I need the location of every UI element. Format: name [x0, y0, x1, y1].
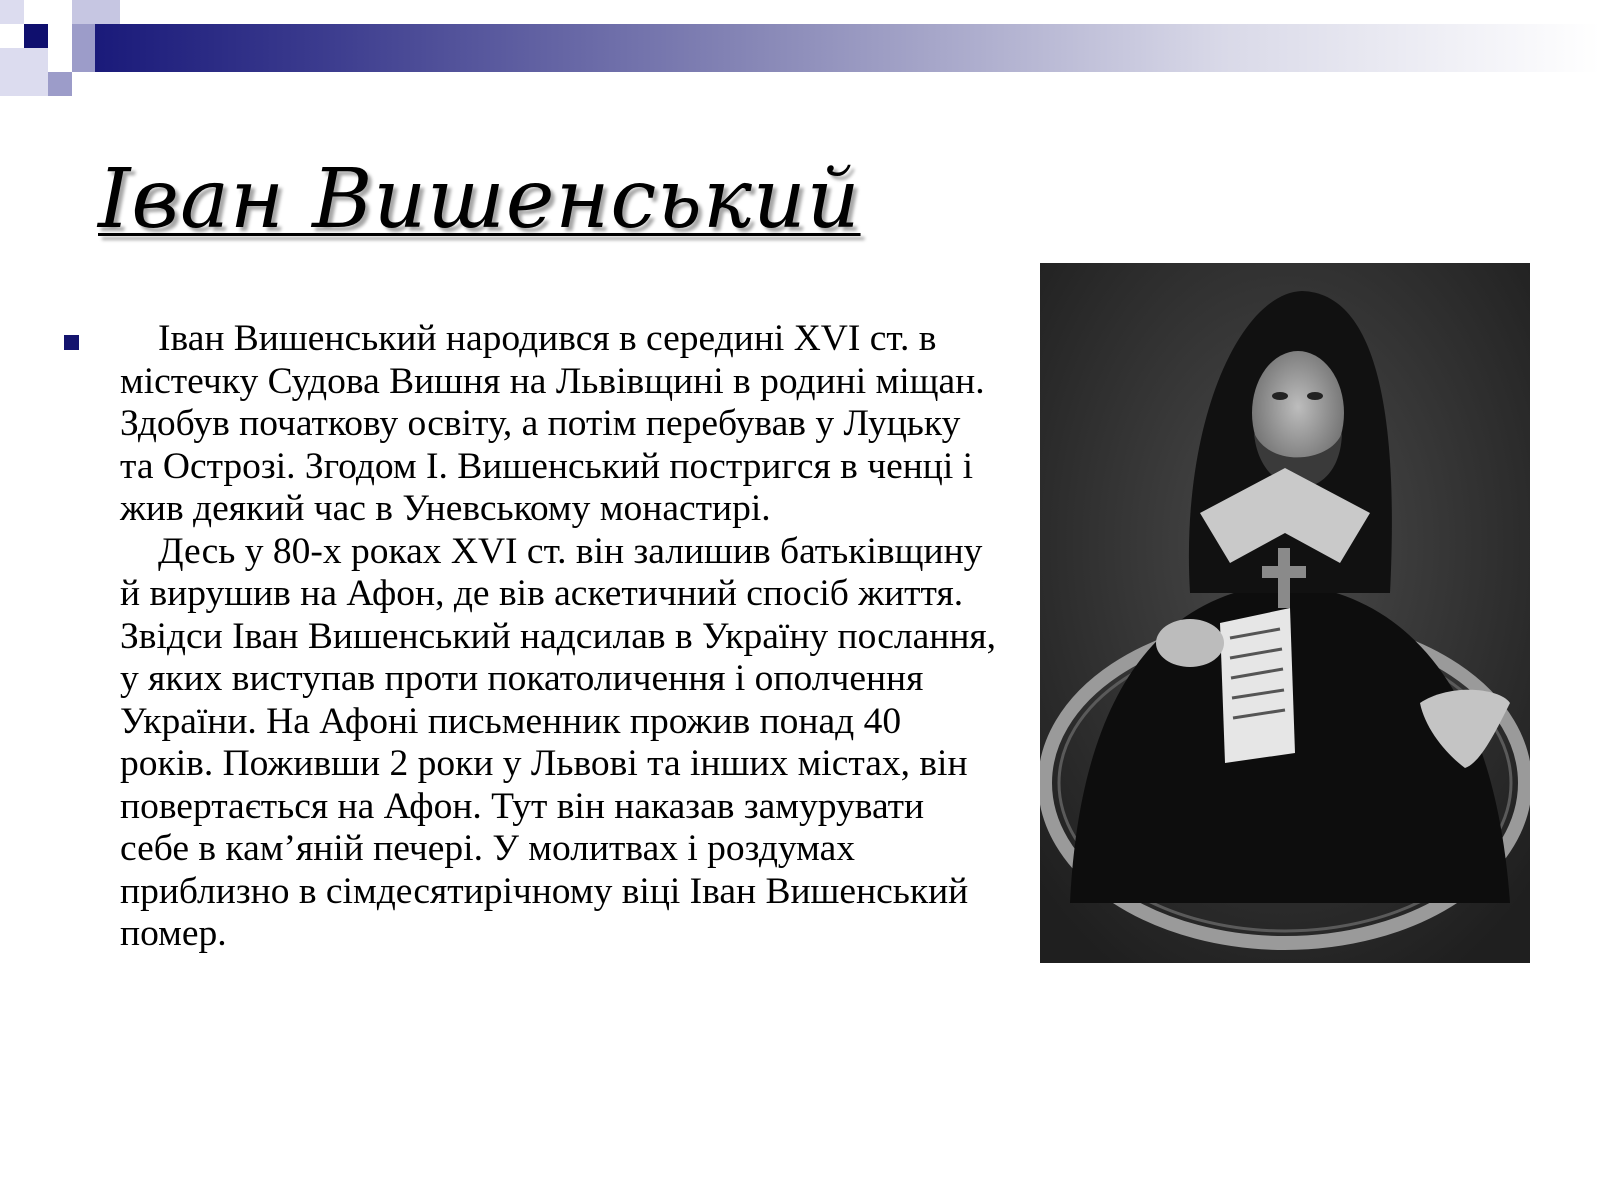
- body-paragraph-2: Десь у 80-х роках XVI ст. він залишив батьківщину й вирушив на Афон, де вів аскетичний спосіб життя. Звідси Іван Вишенський надсилав в Україну послання, у яких виступав проти покатоличення і ополчення України. На Афоні письменник прожив понад 40 років. Поживши 2 роки у Львові та інших містах, він повертається на Афон. Тут він наказав замурувати себе в кам’яній печері. У молитвах і роздумах приблизно в сімдесятирічному віці Іван Вишенський помер.: [120, 530, 997, 954]
- bullet-square-icon: [64, 335, 79, 350]
- slide-title: Іван Вишенський: [98, 152, 861, 247]
- header-gradient-band: [95, 24, 1600, 72]
- decor-square: [0, 48, 48, 96]
- decor-square: [24, 24, 48, 48]
- body-text: [120, 318, 1000, 956]
- body-paragraph-1: Іван Вишенський народився в середині XVI ст. в містечку Судова Вишня на Львівщині в родині міщан. Здобув початкову освіту, а потім перебував у Луцьку та Острозі. Згодом І. Вишенський постригся в ченці і жив деякий час в Уневському монастирі.: [120, 318, 985, 529]
- decor-square: [48, 0, 72, 24]
- portrait-illustration: [1040, 263, 1530, 963]
- decor-square: [0, 0, 24, 24]
- decor-square: [72, 0, 120, 24]
- portrait-image: [1040, 263, 1530, 963]
- decor-square: [48, 24, 72, 48]
- decor-square: [48, 72, 72, 96]
